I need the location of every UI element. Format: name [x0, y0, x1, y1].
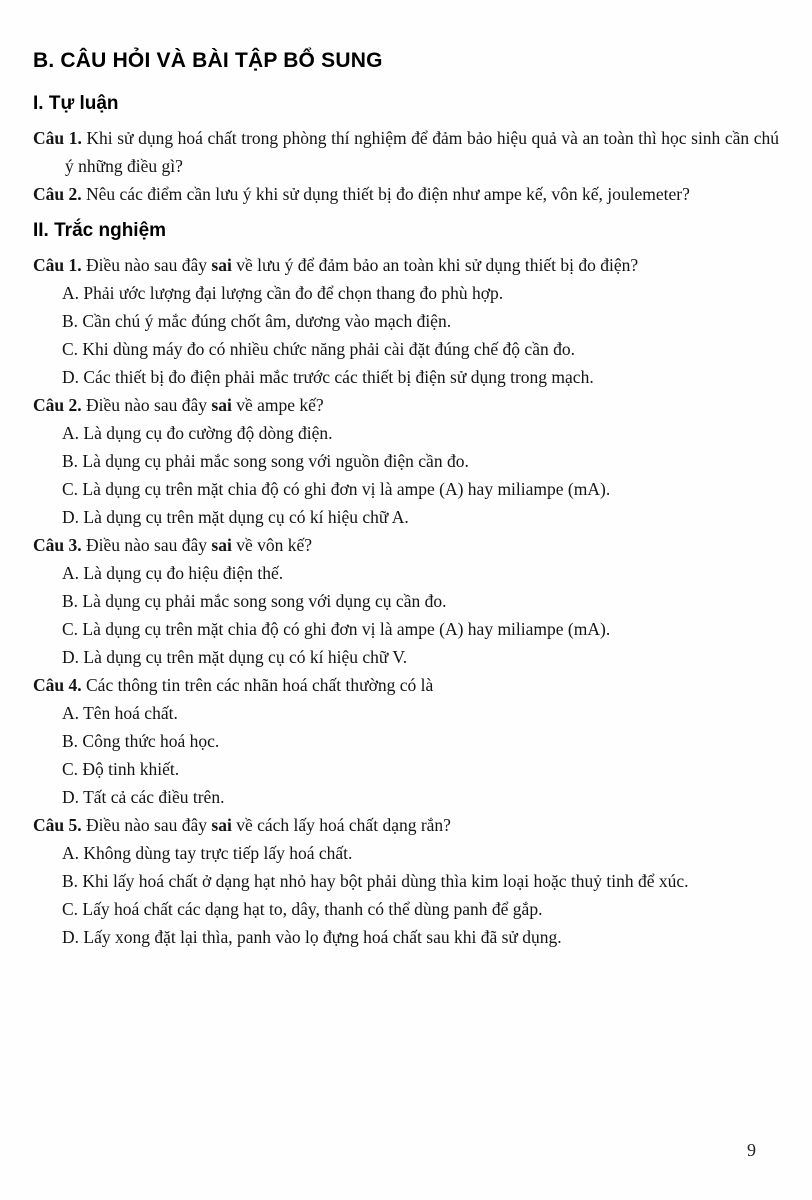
question	[33, 671, 779, 811]
answer-option: C. Là dụng cụ trên mặt chia độ có ghi đơn vị là ampe (A) hay miliampe (mA).	[62, 619, 611, 639]
page-number: 9	[747, 1140, 756, 1160]
question	[33, 391, 779, 531]
answer-option: C. Là dụng cụ trên mặt chia độ có ghi đơn vị là ampe (A) hay miliampe (mA).	[62, 479, 611, 499]
question	[33, 811, 779, 951]
sections-container	[33, 89, 779, 951]
section	[33, 216, 779, 951]
section-heading: I. Tự luận	[33, 93, 119, 114]
section	[33, 89, 779, 208]
answer-option: C. Khi dùng máy đo có nhiều chức năng phải cài đặt đúng chế độ cần đo.	[62, 339, 575, 359]
question-text	[33, 811, 779, 839]
answer-option: B. Cần chú ý mắc đúng chốt âm, dương vào mạch điện.	[62, 311, 452, 331]
answer-option: D. Lấy xong đặt lại thìa, panh vào lọ đựng hoá chất sau khi đã sử dụng.	[62, 927, 562, 947]
question-text	[33, 391, 779, 419]
question-text-pre: Điều nào sau đây	[86, 255, 212, 275]
question-label: Câu 2.	[33, 184, 82, 204]
question-text-pre: Điều nào sau đây	[86, 815, 212, 835]
question	[33, 124, 779, 180]
question-text	[33, 671, 779, 699]
answer-option: C. Lấy hoá chất các dạng hạt to, dây, thanh có thể dùng panh để gắp.	[62, 899, 543, 919]
question-text-post: về lưu ý để đảm bảo an toàn khi sử dụng thiết bị đo điện?	[231, 255, 639, 275]
question-text-pre: Điều nào sau đây	[86, 395, 212, 415]
options-list	[33, 559, 779, 671]
question-label: Câu 3.	[33, 535, 82, 555]
answer-option: C. Độ tinh khiết.	[62, 759, 180, 779]
section-heading: II. Trắc nghiệm	[33, 220, 167, 241]
page-title: B. CÂU HỎI VÀ BÀI TẬP BỔ SUNG	[33, 49, 383, 72]
question-label: Câu 4.	[33, 675, 82, 695]
question-text	[33, 180, 779, 208]
question-text	[33, 124, 779, 180]
question-text	[33, 251, 779, 279]
answer-option: B. Khi lấy hoá chất ở dạng hạt nhỏ hay bột phải dùng thìa kim loại hoặc thuỷ tinh để xúc.	[62, 871, 689, 891]
question-label: Câu 2.	[33, 395, 82, 415]
answer-option: D. Là dụng cụ trên mặt dụng cụ có kí hiệu chữ A.	[62, 507, 409, 527]
question	[33, 180, 779, 208]
question-label: Câu 1.	[33, 255, 82, 275]
question-bold-word: sai	[211, 255, 232, 275]
answer-option: B. Là dụng cụ phải mắc song song với nguồn điện cần đo.	[62, 451, 469, 471]
question-list	[33, 251, 779, 951]
question-label: Câu 1.	[33, 128, 82, 148]
question-bold-word: sai	[211, 395, 232, 415]
question-text-pre: Khi sử dụng hoá chất trong phòng thí nghiệm để đảm bảo hiệu quả và an toàn thì học sinh cần chú ý những điều gì?	[65, 128, 780, 176]
question-bold-word: sai	[211, 815, 232, 835]
options-list	[33, 419, 779, 531]
options-list	[33, 839, 779, 951]
options-list	[33, 699, 779, 811]
question-text-post: về ampe kế?	[231, 395, 324, 415]
question-text-pre: Các thông tin trên các nhãn hoá chất thường có là	[86, 675, 434, 695]
question-list	[33, 124, 779, 208]
question-text	[33, 531, 779, 559]
question-text-pre: Nêu các điểm cần lưu ý khi sử dụng thiết bị đo điện như ampe kế, vôn kế, joulemeter?	[86, 184, 690, 204]
answer-option: D. Các thiết bị đo điện phải mắc trước các thiết bị điện sử dụng trong mạch.	[62, 367, 594, 387]
answer-option: A. Tên hoá chất.	[62, 703, 178, 723]
answer-option: D. Tất cả các điều trên.	[62, 787, 225, 807]
question-label: Câu 5.	[33, 815, 82, 835]
question-text-post: về vôn kế?	[231, 535, 313, 555]
answer-option: A. Là dụng cụ đo cường độ dòng điện.	[62, 423, 333, 443]
answer-option: A. Phải ước lượng đại lượng cần đo để chọn thang đo phù hợp.	[62, 283, 504, 303]
answer-option: A. Không dùng tay trực tiếp lấy hoá chất.	[62, 843, 353, 863]
question	[33, 531, 779, 671]
options-list	[33, 279, 779, 391]
question-bold-word: sai	[211, 535, 232, 555]
question-text-post: về cách lấy hoá chất dạng rắn?	[231, 815, 451, 835]
answer-option: A. Là dụng cụ đo hiệu điện thế.	[62, 563, 284, 583]
answer-option: B. Là dụng cụ phải mắc song song với dụng cụ cần đo.	[62, 591, 447, 611]
answer-option: D. Là dụng cụ trên mặt dụng cụ có kí hiệu chữ V.	[62, 647, 408, 667]
answer-option: B. Công thức hoá học.	[62, 731, 220, 751]
question	[33, 251, 779, 391]
question-text-pre: Điều nào sau đây	[86, 535, 212, 555]
